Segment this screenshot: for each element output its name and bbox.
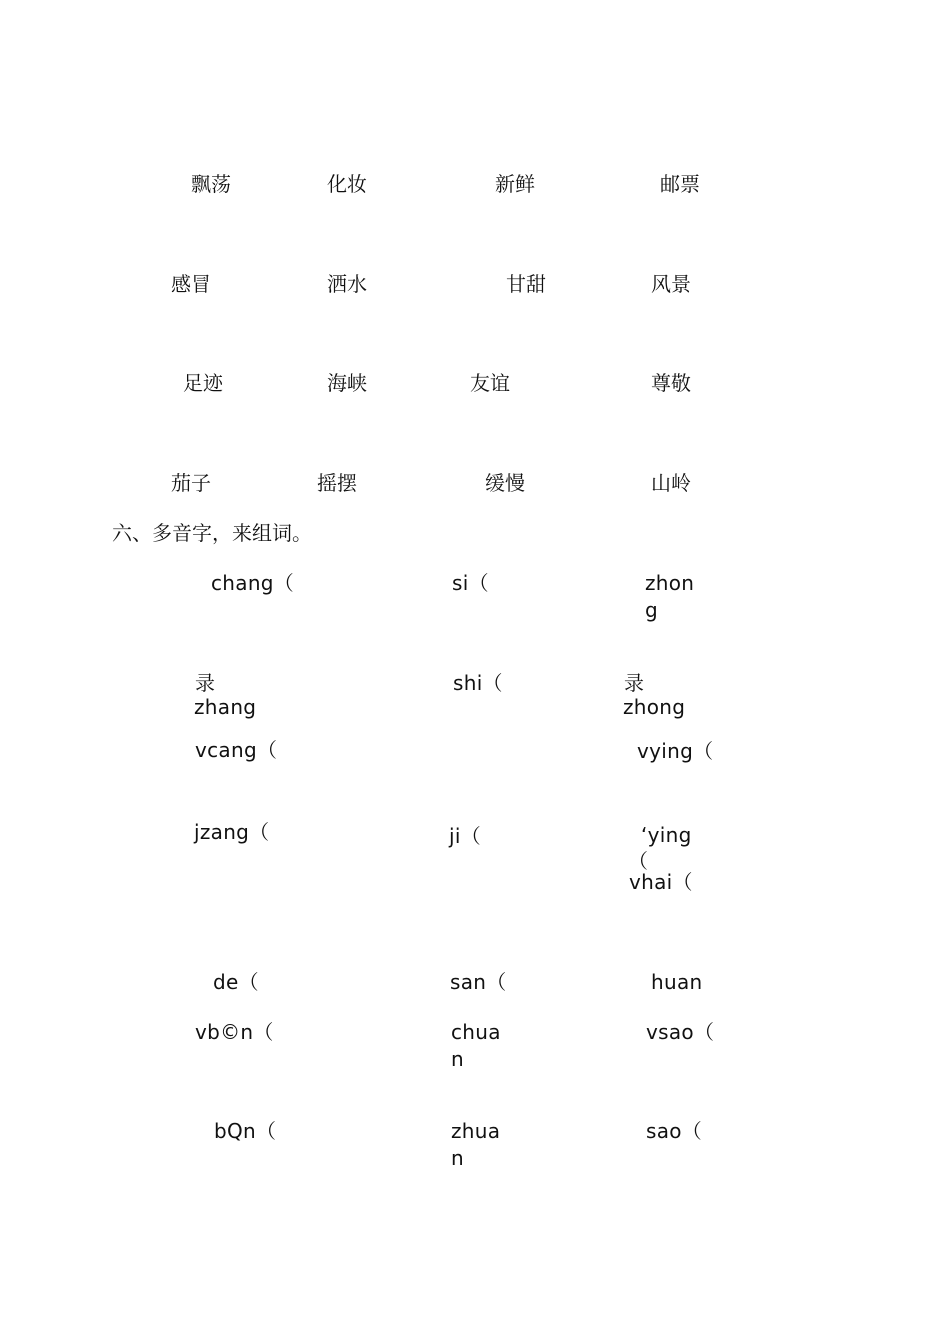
pinyin-item: san（	[450, 970, 507, 994]
pinyin-item: vcang（	[195, 738, 278, 762]
pinyin-item: de（	[213, 970, 259, 994]
pinyin-item: zhon	[645, 571, 695, 595]
vocab-word: 茄子	[171, 471, 211, 495]
pinyin-item: shi（	[453, 671, 503, 695]
glyph-note: 录	[195, 671, 215, 695]
pinyin-item-wrap: n	[451, 1047, 464, 1071]
pinyin-item-wrap: n	[451, 1146, 464, 1170]
section-heading: 六、多音字，来组词。	[112, 521, 312, 545]
vocab-word: 感冒	[171, 272, 211, 296]
pinyin-item: sao（	[646, 1119, 703, 1143]
vocab-word: 洒水	[327, 272, 367, 296]
vocab-word: 化妆	[327, 172, 367, 196]
pinyin-item: vb©n（	[195, 1020, 274, 1044]
vocab-word: 甘甜	[506, 272, 546, 296]
pinyin-item: vsao（	[646, 1020, 715, 1044]
pinyin-item: si（	[452, 571, 489, 595]
pinyin-item-wrap: g	[645, 598, 658, 622]
pinyin-item: zhong	[623, 695, 686, 719]
pinyin-item: vhai（	[629, 870, 693, 894]
vocab-word: 友谊	[470, 371, 510, 395]
vocab-word: 飘荡	[191, 172, 231, 196]
pinyin-item-wrap: （	[628, 849, 649, 873]
vocab-word: 新鲜	[495, 172, 535, 196]
pinyin-item: ji（	[449, 824, 482, 848]
vocab-word: 尊敬	[651, 371, 691, 395]
vocab-word: 缓慢	[485, 471, 525, 495]
pinyin-item: vying（	[637, 739, 714, 763]
vocab-word: 足迹	[183, 371, 223, 395]
vocab-word: 风景	[651, 272, 691, 296]
vocab-word: 海峡	[327, 371, 367, 395]
pinyin-item: bQn（	[214, 1119, 277, 1143]
pinyin-item: huan	[651, 970, 703, 994]
vocab-word: 邮票	[660, 172, 700, 196]
pinyin-item: chang（	[211, 571, 295, 595]
pinyin-item: jzang（	[194, 820, 270, 844]
glyph-note: 录	[624, 671, 644, 695]
vocab-word: 摇摆	[317, 471, 357, 495]
pinyin-item: zhua	[451, 1119, 501, 1143]
pinyin-item: zhang	[194, 695, 257, 719]
vocab-word: 山岭	[651, 471, 691, 495]
pinyin-item: chua	[451, 1020, 501, 1044]
pinyin-item: ‘ying	[641, 823, 692, 847]
